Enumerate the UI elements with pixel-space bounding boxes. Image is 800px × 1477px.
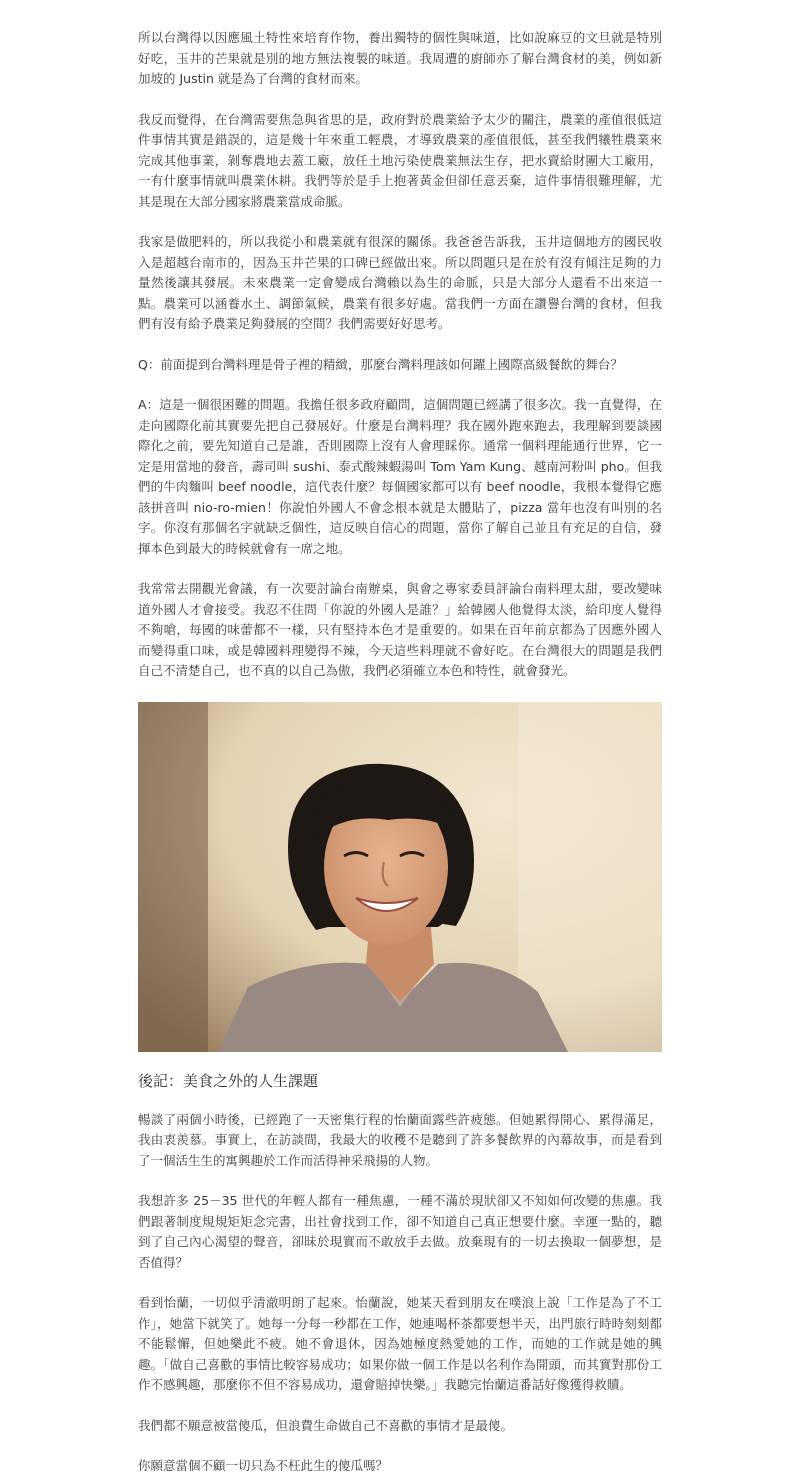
question-paragraph: Q：前面提到台灣料理是骨子裡的精緻，那麼台灣料理該如何躍上國際高級餐飲的舞台？ [138,356,623,372]
paragraph: 看到怡蘭，一切似乎清澈明朗了起來。怡蘭說，她某天看到朋友在噗浪上說「工作是為了不工作」，她當下就笑了。她每一分每一秒都在工作，她連喝杯茶都要想半天，出門旅行時時刻刻都不能鬆懈，但她樂此不疲。她不會退休，因為她極度熱愛她的工作，而她的工作就是她的興趣。「做自己喜歡的事情比較容易成功；如果你做一個工作是以名利作為開頭，而其實對那份工作不感興趣，那麼你不但不容易成功，還會賠掉快樂。」我聽完怡蘭這番話好像獲得救贖。 [138,1295,662,1392]
answer-paragraph: A：這是一個很困難的問題。我擔任很多政府顧問，這個問題已經講了很多次。我一直覺得，在走向國際化前其實要先把自己發展好。什麼是台灣料理？我在國外跑來跑去，我理解到要談國際化之前，要先知道自己是誰，否則國際上沒有人會理睬你。通常一個料理能通行世界，它一定是用當地的發音，壽司叫 sushi、泰式酸辣蝦湯叫 Tom Yam Kung、越南河粉叫 pho。但我們的牛肉麵叫 beef noodle，這代表什麼？每個國家都可以有 beef noodle，我根本覺得它應該拼音叫 nio-ro-mien！你說怕外國人不會念根本就是太體貼了，pizza 當年也沒有叫別的名字。你沒有那個名字就缺乏個性，這反映自信心的問題，當你了解自己並且有充足的自信，發揮本色到最大的時候就會有一席之地。 [138,397,662,556]
portrait-illustration [138,702,662,1052]
paragraph: 暢談了兩個小時後，已經跑了一天密集行程的怡蘭面露些許疲態。但她累得開心、累得滿足，我由衷羨慕。事實上，在訪談間，我最大的收穫不是聽到了許多餐飲界的內幕故事，而是看到了一個活生生的寓興趣於工作而活得神采飛揚的人物。 [138,1111,662,1168]
paragraph: 我們都不願意被當傻瓜，但浪費生命做自己不喜歡的事情才是最傻。 [138,1417,514,1433]
postscript-title: 後記：美食之外的人生課題 [138,1071,319,1090]
paragraph: 我常常去開觀光會議，有一次要討論台南辦桌，與會之專家委員評論台南料理太甜，要改變味道外國人才會接受。我忍不住問「你說的外國人是誰？」給韓國人他覺得太淡，給印度人覺得不夠嗆，每國的味蕾都不一樣，只有堅持本色才是重要的。如果在百年前京都為了因應外國人而變得重口味，或是韓國料理變得不辣，今天這些料理就不會好吃。在台灣很大的問題是我們自己不清楚自己，也不真的以自己為傲，我們必須確立本色和特性，就會發光。 [138,581,662,678]
portrait-photo [138,702,662,1052]
paragraph: 我反而覺得，在台灣需要焦急與省思的是，政府對於農業給予太少的關注，農業的產值很低這件事情其實是錯誤的，這是幾十年來重工輕農，才導致農業的產值很低，甚至我們犧牲農業來完成其他事業，剝奪農地去蓋工廠，放任土地污染使農業無法生存，把水賣給財團大工廠用，一有什麼事情就叫農業休耕。我們等於是手上抱著黃金但卻任意丟棄，這件事情很難理解，尤其是現在大部分國家將農業當成命脈。 [138,111,662,209]
paragraph: 我家是做肥料的，所以我從小和農業就有很深的關係。我爸爸告訴我，玉井這個地方的國民收入是超越台南市的，因為玉井芒果的口碑已經做出來。所以問題只是在於有沒有傾注足夠的力量然後讓其發展。未來農業一定會變成台灣賴以為生的命脈，只是大部分人還看不出來這一點。農業可以涵養水土、調節氣候，農業有很多好處。當我們一方面在讚譽台灣的食材，但我們有沒有給予農業足夠發展的空間？我們需要好好思考。 [138,234,662,331]
paragraph: 所以台灣得以因應風土特性來培育作物，養出獨特的個性與味道，比如說麻豆的文旦就是特別好吃，玉井的芒果就是別的地方無法複製的味道。我周遭的廚師亦了解台灣食材的美，例如新加坡的 Justin 就是為了台灣的食材而來。 [138,30,662,86]
closing-question: 你願意當個不顧一切只為不枉此生的傻瓜嗎？ [138,1458,389,1473]
paragraph: 我想許多 25－35 世代的年輕人都有一種焦慮，一種不滿於現狀卻又不知如何改變的焦慮。我們跟著制度規規矩矩念完書，出社會找到工作，卻不知道自己真正想要什麼。幸運一點的，聽到了自己內心渴望的聲音，卻昧於現實而不敢放手去做。放棄現有的一切去換取一個夢想，是否值得？ [138,1193,662,1270]
article-body [138,0,662,1477]
